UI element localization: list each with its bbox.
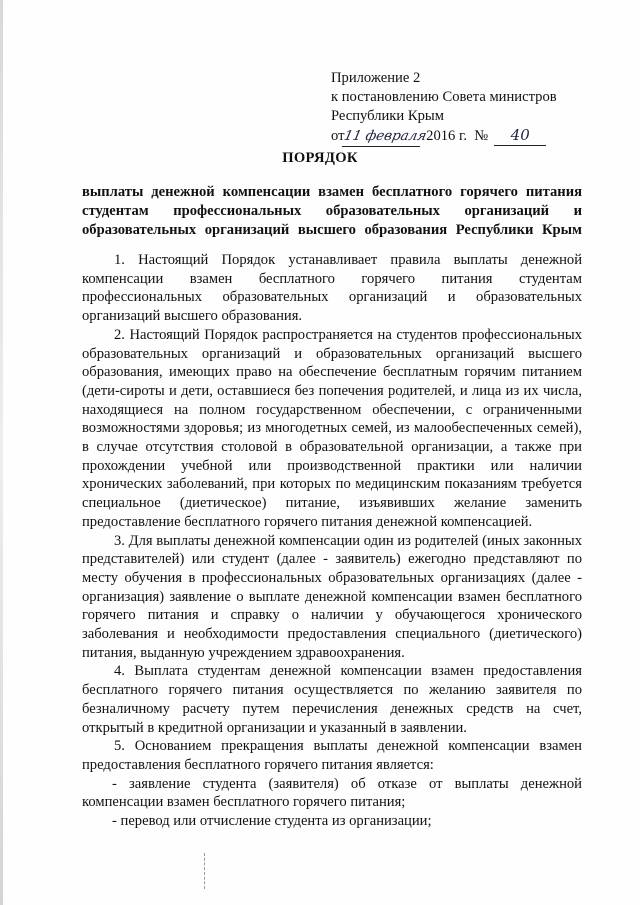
bullet-item-1: - заявление студента (заявителя) об отказе от выплаты денежной компенсации взамен бесплатного горячего питания; <box>82 775 582 811</box>
document-body <box>82 251 582 831</box>
subtitle-line-2: студентам профессиональных образовательных организаций и <box>82 203 582 219</box>
annex-line-1: Приложение 2 <box>331 70 421 86</box>
scan-artifact-mark <box>204 853 207 889</box>
handwritten-date: 11 февраля <box>342 127 424 147</box>
annex-line-3: Республики Крым <box>331 108 444 124</box>
scan-edge <box>0 0 3 905</box>
annex-date-line <box>331 126 601 147</box>
date-prefix: от <box>331 128 345 144</box>
number-label: № <box>474 128 489 144</box>
subtitle-line-3: образовательных организаций высшего образования Республики Крым <box>82 222 582 238</box>
bullet-item-2: - перевод или отчисление студента из организации; <box>112 813 432 830</box>
handwritten-number: 40 <box>494 126 546 146</box>
annex-line-2: к постановлению Совета министров <box>331 89 557 105</box>
document-subtitle <box>82 183 582 240</box>
annex-header <box>331 69 601 147</box>
paragraph-4: 4. Выплата студентам денежной компенсации взамен предоставления бесплатного горячего питания осуществляется по желанию заявителя по безналичному расчету путем перечисления денежных средств на счет, открытый в кредитной организации и указанный в заявлении. <box>82 663 582 736</box>
document-title: ПОРЯДОК <box>282 150 358 166</box>
paragraph-1: 1. Настоящий Порядок устанавливает правила выплаты денежной компенсации взамен бесплатного горячего питания студентам профессиональных образовательных организаций и образовательных организаций высшего образования. <box>82 252 582 325</box>
subtitle-line-1: выплаты денежной компенсации взамен бесплатного горячего питания <box>82 184 582 200</box>
paragraph-2: 2. Настоящий Порядок распространяется на студентов профессиональных образовательных организаций и образовательных организаций высшего образования, имеющих право на обеспечение бесплатным горячим питанием (дети-сироты и дети, оставшиеся без попечения родителей, и лица из их числа, находящиеся на полном государственном обеспечении, с ограниченными возможностями здоровья; из многодетных семей, из малообеспеченных семей), в случае отсутствия столовой в образовательной организации, а также при прохождении учебной или производственной практики или наличии хронических заболеваний, при которых по медицинским показаниям требуется специальное (диетическое) питание, изъявивших желание заменить предоставление бесплатного горячего питания денежной компенсацией. <box>82 326 582 530</box>
paragraph-3: 3. Для выплаты денежной компенсации один из родителей (иных законных представителей) или студент (далее - заявитель) ежегодно представляют по месту обучения в профессиональных образовательных организациях (далее - организация) заявление о выплате денежной компенсации взамен бесплатного горячего питания и справку о наличии у обучающегося хронического заболевания и необходимости предоставления специального (диетического) питания, выданную учреждением здравоохранения. <box>82 532 582 661</box>
paragraph-5: 5. Основанием прекращения выплаты денежной компенсации взамен предоставления бесплатного горячего питания является: <box>82 738 582 773</box>
date-suffix: 2016 г. <box>426 128 467 144</box>
